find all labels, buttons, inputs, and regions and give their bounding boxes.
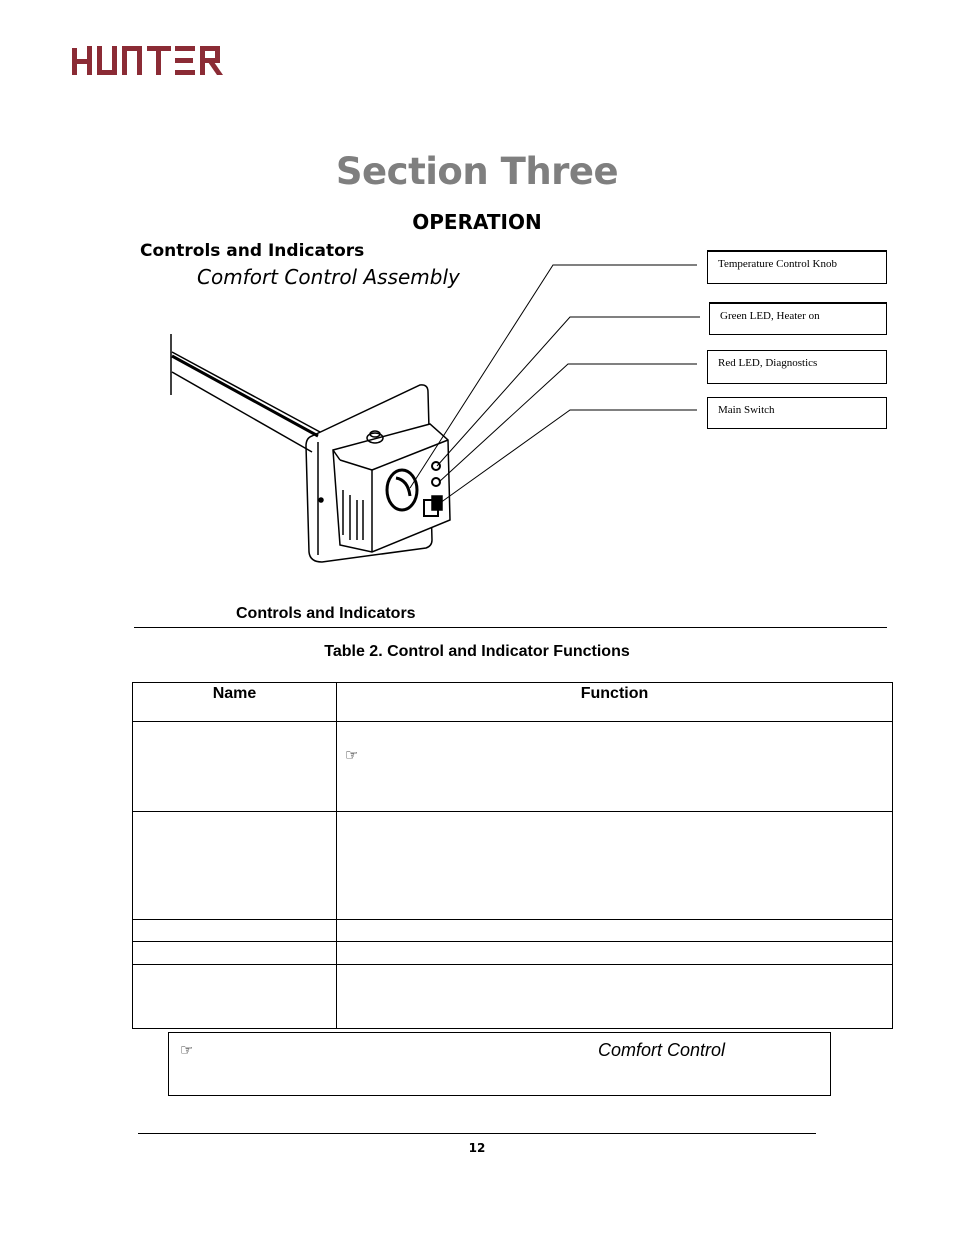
table-row [133,920,893,942]
divider [134,627,887,628]
row-name-cell [133,812,337,920]
row-function-cell [337,722,893,812]
functions-table [132,682,893,1029]
pointing-hand-icon: ☞ [345,746,359,764]
note-box [168,1032,831,1096]
row-name-cell [133,920,337,942]
column-header-function: Function [337,683,893,722]
row-function-cell [337,812,893,920]
section-subtitle: OPERATION [412,210,542,234]
row-function-cell [337,965,893,1029]
table-row [133,722,893,812]
comfort-control-diagram [0,0,954,600]
section-caption: Controls and Indicators [236,605,416,622]
controls-heading: Controls and Indicators [140,241,365,261]
note-text: Comfort Control [598,1040,726,1060]
table-header-row [133,683,893,722]
table-caption: Table 2. Control and Indicator Functions [324,643,630,660]
row-name-cell [133,965,337,1029]
section-title: Section Three [335,150,619,193]
column-header-name: Name [133,683,337,722]
table-row [133,965,893,1029]
row-name-cell [133,942,337,965]
page-number: 12 [468,1141,486,1155]
callout-red-led: Red LED, Diagnostics [707,350,887,384]
row-function-cell [337,942,893,965]
callout-green-led: Green LED, Heater on [709,302,887,335]
footer-divider [138,1133,816,1134]
callout-main-switch: Main Switch [707,397,887,429]
assembly-subheading: Comfort Control Assembly [197,265,460,289]
table-row [133,812,893,920]
callout-temperature-knob: Temperature Control Knob [707,250,887,284]
pointing-hand-icon: ☞ [180,1041,194,1059]
row-name-cell [133,722,337,812]
row-function-cell [337,920,893,942]
table-row [133,942,893,965]
